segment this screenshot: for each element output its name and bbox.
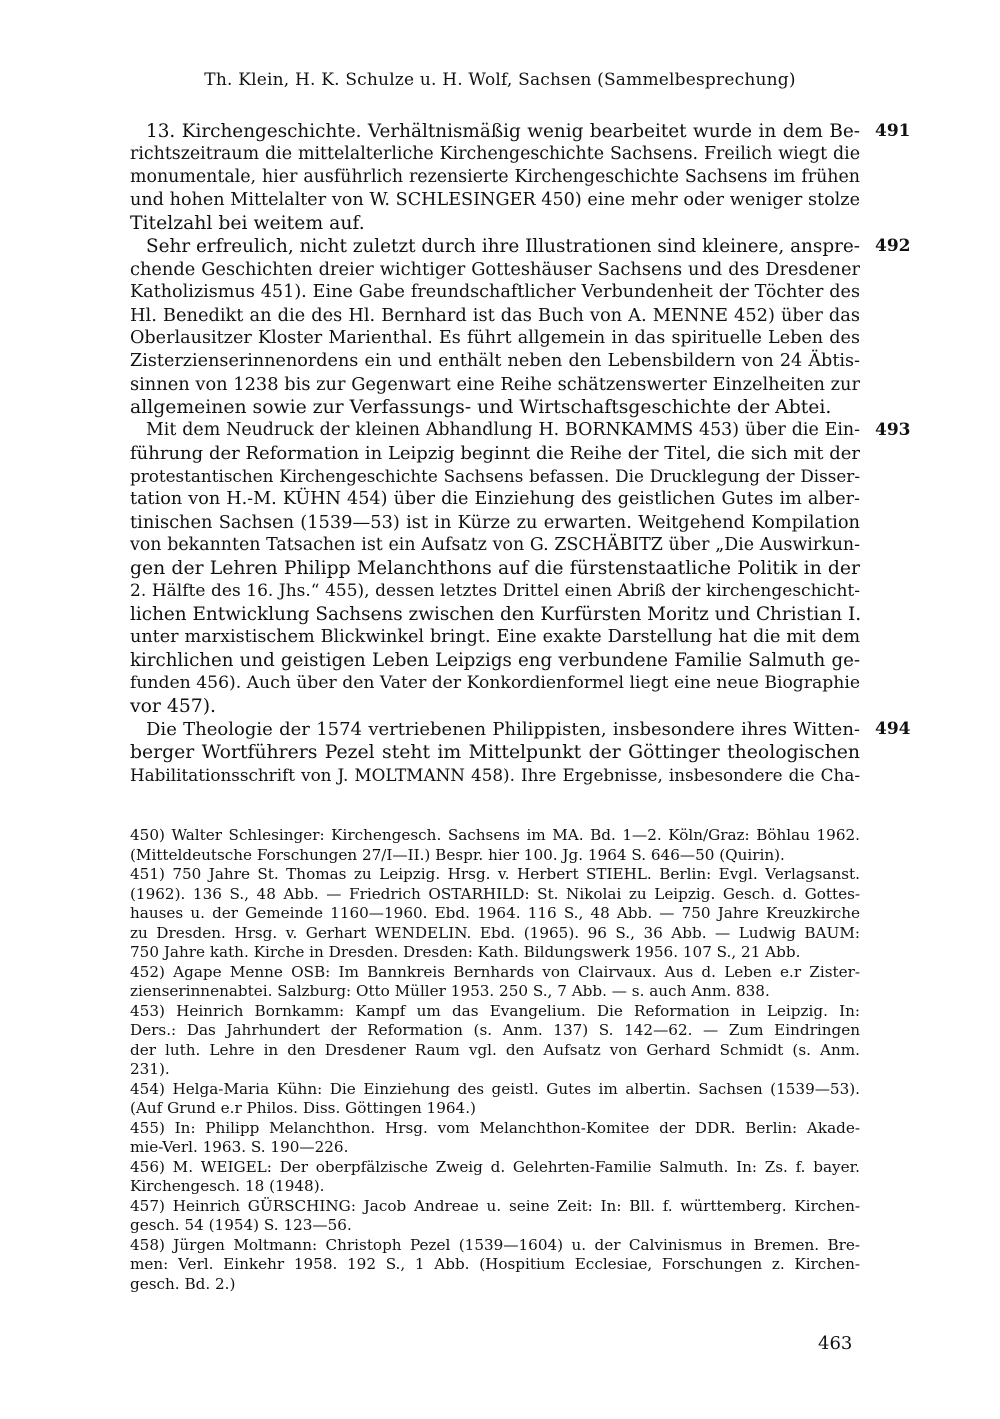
footnote-line: gesch. 54 (1954) S. 123—56.: [130, 1216, 352, 1234]
footnote-line: 453) Heinrich Bornkamm: Kampf um das Evangelium. Die Reformation in Leipzig. In:: [130, 1001, 860, 1020]
footnote-452: [130, 963, 860, 1002]
footnote-line: 454) Helga-Maria Kühn: Die Einziehung des geistl. Gutes im albertin. Sachsen (1539—53).: [130, 1079, 860, 1098]
footnote-line: men: Verl. Einkehr 1958. 192 S., 1 Abb. (Hospitium Ecclesiae, Forschungen z. Kirchen-: [130, 1255, 860, 1273]
text-line: führung der Reformation in Leipzig beginnt die Reihe der Titel, die sich mit der: [130, 443, 860, 464]
text-line: sinnen von 1238 bis zur Gegenwart eine Reihe schätzenswerter Einzelheiten zur: [130, 374, 860, 395]
paragraph-492: [130, 235, 911, 419]
text-line: protestantischen Kirchengeschichte Sachsens befassen. Die Drucklegung der Disser-: [130, 466, 860, 486]
text-line: Mit dem Neudruck der kleinen Abhandlung H. BORNKAMMS 453) über die Ein-: [146, 420, 860, 440]
text-line: Oberlausitzer Kloster Marienthal. Es führt allgemein in das spirituelle Leben des: [130, 328, 860, 348]
text-line: Katholizismus 451). Eine Gabe freundschaftlicher Verbundenheit der Töchter des: [130, 282, 860, 302]
margin-number: 493: [875, 420, 911, 440]
footnote-line: 456) M. WEIGEL: Der oberpfälzische Zweig d. Gelehrten-Familie Salmuth. In: Zs. f. bayer.: [130, 1157, 860, 1176]
margin-number: 492: [875, 236, 911, 256]
text-line: von bekannten Tatsachen ist ein Aufsatz von G. ZSCHÄBITZ über „Die Auswirkun-: [130, 535, 860, 555]
footnote-456: [130, 1158, 860, 1197]
footnote-450: [130, 826, 860, 865]
footnote-line: (1962). 136 S., 48 Abb. — Friedrich OSTARHILD: St. Nikolai zu Leipzig. Gesch. d. Gottes-: [130, 884, 860, 903]
text-line: allgemeinen sowie zur Verfassungs- und Wirtschaftsgeschichte der Abtei.: [130, 397, 832, 418]
paragraph-491: [130, 120, 911, 235]
margin-number: 494: [875, 719, 911, 739]
footnote-line: hauses u. der Gemeinde 1160—1960. Ebd. 1964. 116 S., 48 Abb. — 750 Jahre Kreuzkirche: [130, 904, 860, 922]
footnote-line: 451) 750 Jahre St. Thomas zu Leipzig. Hrsg. v. Herbert STIEHL. Berlin: Evgl. Verlagsanst.: [130, 865, 860, 883]
footnote-line: (Mitteldeutsche Forschungen 27/I—II.) Bespr. hier 100. Jg. 1964 S. 646—50 (Quirin).: [130, 845, 785, 864]
footnote-line: (Auf Grund e.r Philos. Diss. Göttingen 1964.): [130, 1099, 476, 1117]
text-line: 2. Hälfte des 16. Jhs.“ 455), dessen letztes Drittel einen Abriß der kirchengeschicht-: [130, 581, 860, 601]
footnote-line: der luth. Lehre in den Dresdener Raum vgl. den Aufsatz von Gerhard Schmidt (s. Anm.: [130, 1040, 860, 1059]
text-line: funden 456). Auch über den Vater der Konkordienformel liegt eine neue Biographie: [130, 673, 861, 693]
text-line: vor 457).: [130, 696, 217, 717]
paragraph-493: [130, 419, 911, 718]
text-line: Hl. Benedikt an die des Hl. Bernhard ist das Buch von A. MENNE 452) über das: [130, 305, 860, 326]
text-line: Die Theologie der 1574 vertriebenen Philippisten, insbesondere ihres Witten-: [146, 719, 860, 740]
text-line: Titelzahl bei weitem auf.: [130, 213, 365, 234]
footnote-line: Kirchengesch. 18 (1948).: [130, 1177, 325, 1195]
footnote-line: 457) Heinrich GÜRSCHING: Jacob Andreae u. seine Zeit: In: Bll. f. württemberg. Kirchen-: [130, 1196, 860, 1215]
text-line: Sehr erfreulich, nicht zuletzt durch ihre Illustrationen sind kleinere, anspre-: [146, 236, 860, 257]
footnote-line: 750 Jahre kath. Kirche in Dresden. Dresden: Kath. Bildungswerk 1956. 107 S., 21 Abb.: [130, 943, 801, 961]
footnote-line: Ders.: Das Jahrhundert der Reformation (s. Anm. 137) S. 142—62. — Zum Eindringen: [130, 1021, 860, 1039]
footnote-line: 450) Walter Schlesinger: Kirchengesch. Sachsens im MA. Bd. 1—2. Köln/Graz: Böhlau 1962.: [130, 826, 860, 844]
text-line: Habilitationsschrift von J. MOLTMANN 458). Ihre Ergebnisse, insbesondere die Cha-: [130, 765, 860, 785]
footnote-458: [130, 1236, 860, 1295]
footnote-line: 458) Jürgen Moltmann: Christoph Pezel (1539—1604) u. der Calvinismus in Bremen. Bre-: [130, 1235, 860, 1254]
footnote-line: 452) Agape Menne OSB: Im Bannkreis Bernhards von Clairvaux. Aus d. Leben e.r Zister-: [130, 962, 860, 981]
footnote-453: [130, 1002, 860, 1080]
margin-number: 491: [875, 121, 911, 141]
text-line: unter marxistischem Blickwinkel bringt. Eine exakte Darstellung hat die mit dem: [130, 627, 860, 647]
footnote-455: [130, 1119, 860, 1158]
footnote-line: 231).: [130, 1060, 170, 1078]
text-line: chende Geschichten dreier wichtiger Gotteshäuser Sachsens und des Dresdener: [130, 259, 860, 280]
footnote-line: zu Dresden. Hrsg. v. Gerhart WENDELIN. Ebd. (1965). 96 S., 36 Abb. — Ludwig BAUM:: [130, 923, 860, 942]
paragraph-494: [130, 718, 911, 787]
text-line: berger Wortführers Pezel steht im Mittelpunkt der Göttinger theologischen: [130, 742, 860, 763]
footnote-line: gesch. Bd. 2.): [130, 1274, 236, 1293]
text-line: monumentale, hier ausführlich rezensierte Kirchengeschichte Sachsens im frühen: [130, 167, 860, 187]
footnote-457: [130, 1197, 860, 1236]
footnote-451: [130, 865, 860, 963]
body-text: [130, 120, 911, 787]
text-line: kirchlichen und geistigen Leben Leipzigs eng verbundene Familie Salmuth ge-: [130, 650, 860, 671]
text-line: 13. Kirchengeschichte. Verhältnismäßig wenig bearbeitet wurde in dem Be-: [146, 121, 860, 142]
text-line: tinischen Sachsen (1539—53) ist in Kürze zu erwarten. Weitgehend Kompilation: [130, 512, 860, 533]
page-number: 463: [818, 1333, 853, 1354]
text-line: lichen Entwicklung Sachsens zwischen den Kurfürsten Moritz und Christian I.: [130, 604, 862, 625]
text-line: tation von H.-M. KÜHN 454) über die Einziehung des geistlichen Gutes im alber-: [130, 489, 860, 509]
footnote-454: [130, 1080, 860, 1119]
footnote-line: mie-Verl. 1963. S. 190—226.: [130, 1138, 349, 1156]
text-line: und hohen Mittelalter von W. SCHLESINGER 450) eine mehr oder weniger stolze: [130, 190, 860, 210]
footnotes: [130, 826, 860, 1294]
running-head: Th. Klein, H. K. Schulze u. H. Wolf, Sachsen (Sammelbesprechung): [204, 70, 796, 90]
text-line: gen der Lehren Philipp Melanchthons auf die fürstenstaatliche Politik in der: [130, 558, 860, 579]
footnote-line: 455) In: Philipp Melanchthon. Hrsg. vom Melanchthon-Komitee der DDR. Berlin: Akade-: [130, 1118, 860, 1137]
footnote-line: zienserinnenabtei. Salzburg: Otto Müller 1953. 250 S., 7 Abb. — s. auch Anm. 838.: [130, 982, 770, 1000]
text-line: Zisterzienserinnenordens ein und enthält neben den Lebensbildern von 24 Äbtis-: [130, 351, 860, 371]
text-line: richtszeitraum die mittelalterliche Kirchengeschichte Sachsens. Freilich wiegt die: [130, 144, 860, 164]
